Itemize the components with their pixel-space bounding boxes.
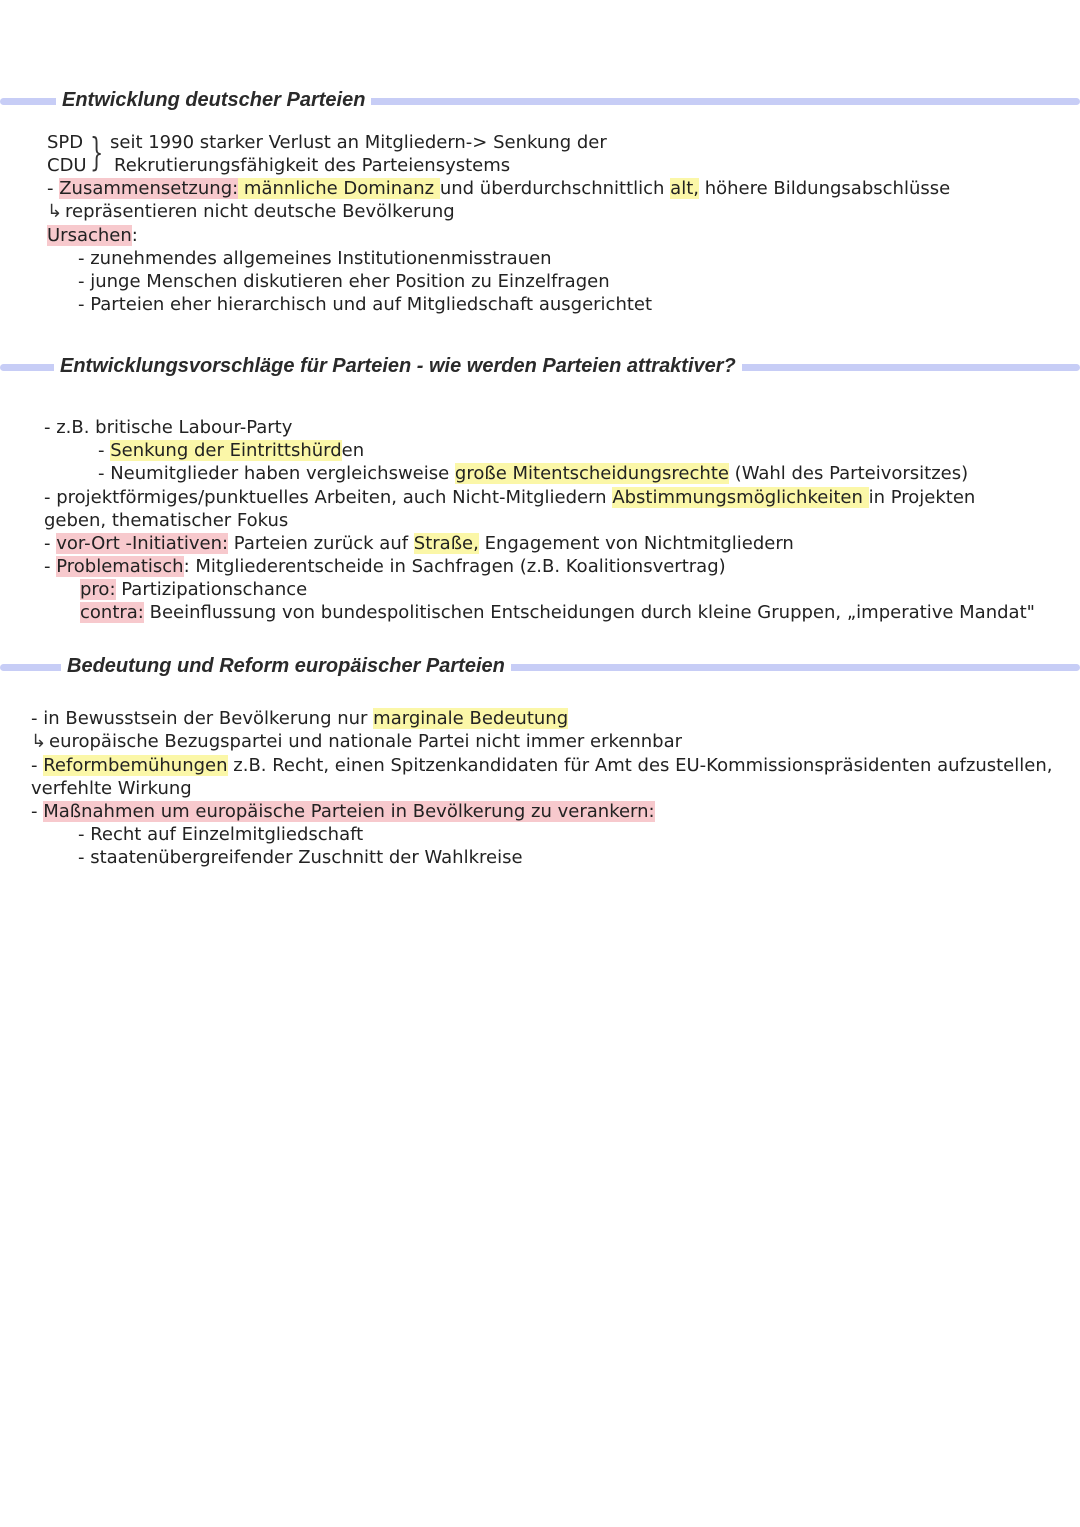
text-line <box>47 224 138 247</box>
text-line <box>31 754 1052 777</box>
dash: - <box>47 178 60 199</box>
section-entwicklungsvorschlaege <box>0 351 1080 381</box>
text-line <box>80 601 1035 624</box>
text: höhere Bildungsabschlüsse <box>698 178 951 199</box>
text: z.B. Recht, einen Spitzenkandidaten für Amt des EU-Kommissionspräsidenten aufzustellen, <box>227 755 1053 776</box>
text-line <box>31 800 655 823</box>
text-line: seit 1990 starker Verlust an Mitgliedern-> Senkung der <box>110 132 607 153</box>
text-line <box>44 555 726 578</box>
text-line: verfehlte Wirkung <box>31 778 192 799</box>
text: (Wahl des Parteivorsitzes) <box>728 463 969 484</box>
dash: - <box>98 440 111 461</box>
text: Parteien zurück auf <box>228 533 414 554</box>
text-line <box>47 177 950 200</box>
list-item: - staatenübergreifender Zuschnitt der Wahlkreise <box>78 847 523 868</box>
highlight-yellow: Senkung der Eintrittshürd <box>110 440 342 461</box>
highlight-pink: Ursachen <box>47 225 132 246</box>
text-line <box>80 578 307 601</box>
highlight-pink: Zusammensetzung: <box>59 178 239 199</box>
text: Engagement von Nichtmitgliedern <box>478 533 794 554</box>
text-line <box>47 200 455 223</box>
dash: - <box>44 533 57 554</box>
highlight-pink: contra: <box>80 602 144 623</box>
highlight-yellow: marginale Bedeutung <box>373 708 569 729</box>
text-line <box>31 707 568 730</box>
list-item: - zunehmendes allgemeines Institutionenmisstrauen <box>78 248 552 269</box>
dash: - <box>31 801 44 822</box>
text: in Projekten <box>868 487 976 508</box>
highlight-yellow: Straße, <box>413 533 479 554</box>
highlight-yellow: männliche Dominanz <box>238 178 440 199</box>
section-title: Entwicklung deutscher Parteien <box>56 85 371 115</box>
arrow-down-right-icon: ↳ <box>31 731 47 752</box>
highlight-yellow: große Mitentscheidungsrechte <box>454 463 729 484</box>
section-europaeische-parteien <box>0 651 1080 681</box>
list-item: - junge Menschen diskutieren eher Position zu Einzelfragen <box>78 271 610 292</box>
brace-icon: } <box>90 130 104 174</box>
highlight-pink: pro: <box>80 579 116 600</box>
text: repräsentieren nicht deutsche Bevölkerung <box>65 201 455 222</box>
text-line: Rekrutierungsfähigkeit des Parteiensystems <box>114 155 511 176</box>
list-item: - Parteien eher hierarchisch und auf Mitgliedschaft ausgerichtet <box>78 294 653 315</box>
dash: - <box>44 556 57 577</box>
section-header <box>0 351 1080 381</box>
text: - Neumitglieder haben vergleichsweise <box>98 463 455 484</box>
dash: - <box>31 755 44 776</box>
text: europäische Bezugspartei und nationale Partei nicht immer erkennbar <box>49 731 683 752</box>
arrow-down-right-icon: ↳ <box>47 201 63 222</box>
highlight-pink: vor-Ort -Initiativen: <box>56 533 229 554</box>
highlight-yellow: Abstimmungsmöglichkeiten <box>612 487 869 508</box>
text-line <box>44 486 975 509</box>
list-item <box>98 439 364 462</box>
section-header <box>0 85 1080 115</box>
text-line <box>31 730 682 753</box>
highlight-yellow: alt, <box>670 178 699 199</box>
party-label-cdu: CDU <box>47 155 87 176</box>
section-header <box>0 651 1080 681</box>
highlight-yellow: Reformbemühungen <box>43 755 228 776</box>
text-line <box>44 532 794 555</box>
text: en <box>341 440 365 461</box>
highlight-pink: Problematisch <box>56 556 184 577</box>
party-label-spd: SPD <box>47 132 84 153</box>
list-item: - Recht auf Einzelmitgliedschaft <box>78 824 364 845</box>
text: - projektförmiges/punktuelles Arbeiten, auch Nicht-Mitgliedern <box>44 487 613 508</box>
text: : Mitgliederentscheide in Sachfragen (z.B. Koalitionsvertrag) <box>183 556 726 577</box>
highlight-pink: Maßnahmen um europäische Parteien in Bevölkerung zu verankern: <box>43 801 655 822</box>
text: : <box>131 225 138 246</box>
text: Partizipationschance <box>115 579 308 600</box>
section-entwicklung-deutscher-parteien <box>0 85 1080 115</box>
section-title: Bedeutung und Reform europäischer Parteien <box>61 651 511 681</box>
text-line: - z.B. britische Labour-Party <box>44 417 293 438</box>
text: Beeinflussung von bundespolitischen Entscheidungen durch kleine Gruppen, „imperative Mandat" <box>143 602 1035 623</box>
section-title: Entwicklungsvorschläge für Parteien - wie werden Parteien attraktiver? <box>54 351 742 381</box>
text-line: geben, thematischer Fokus <box>44 510 289 531</box>
text: und überdurchschnittlich <box>439 178 671 199</box>
list-item <box>98 462 968 485</box>
text: - in Bewusstsein der Bevölkerung nur <box>31 708 374 729</box>
